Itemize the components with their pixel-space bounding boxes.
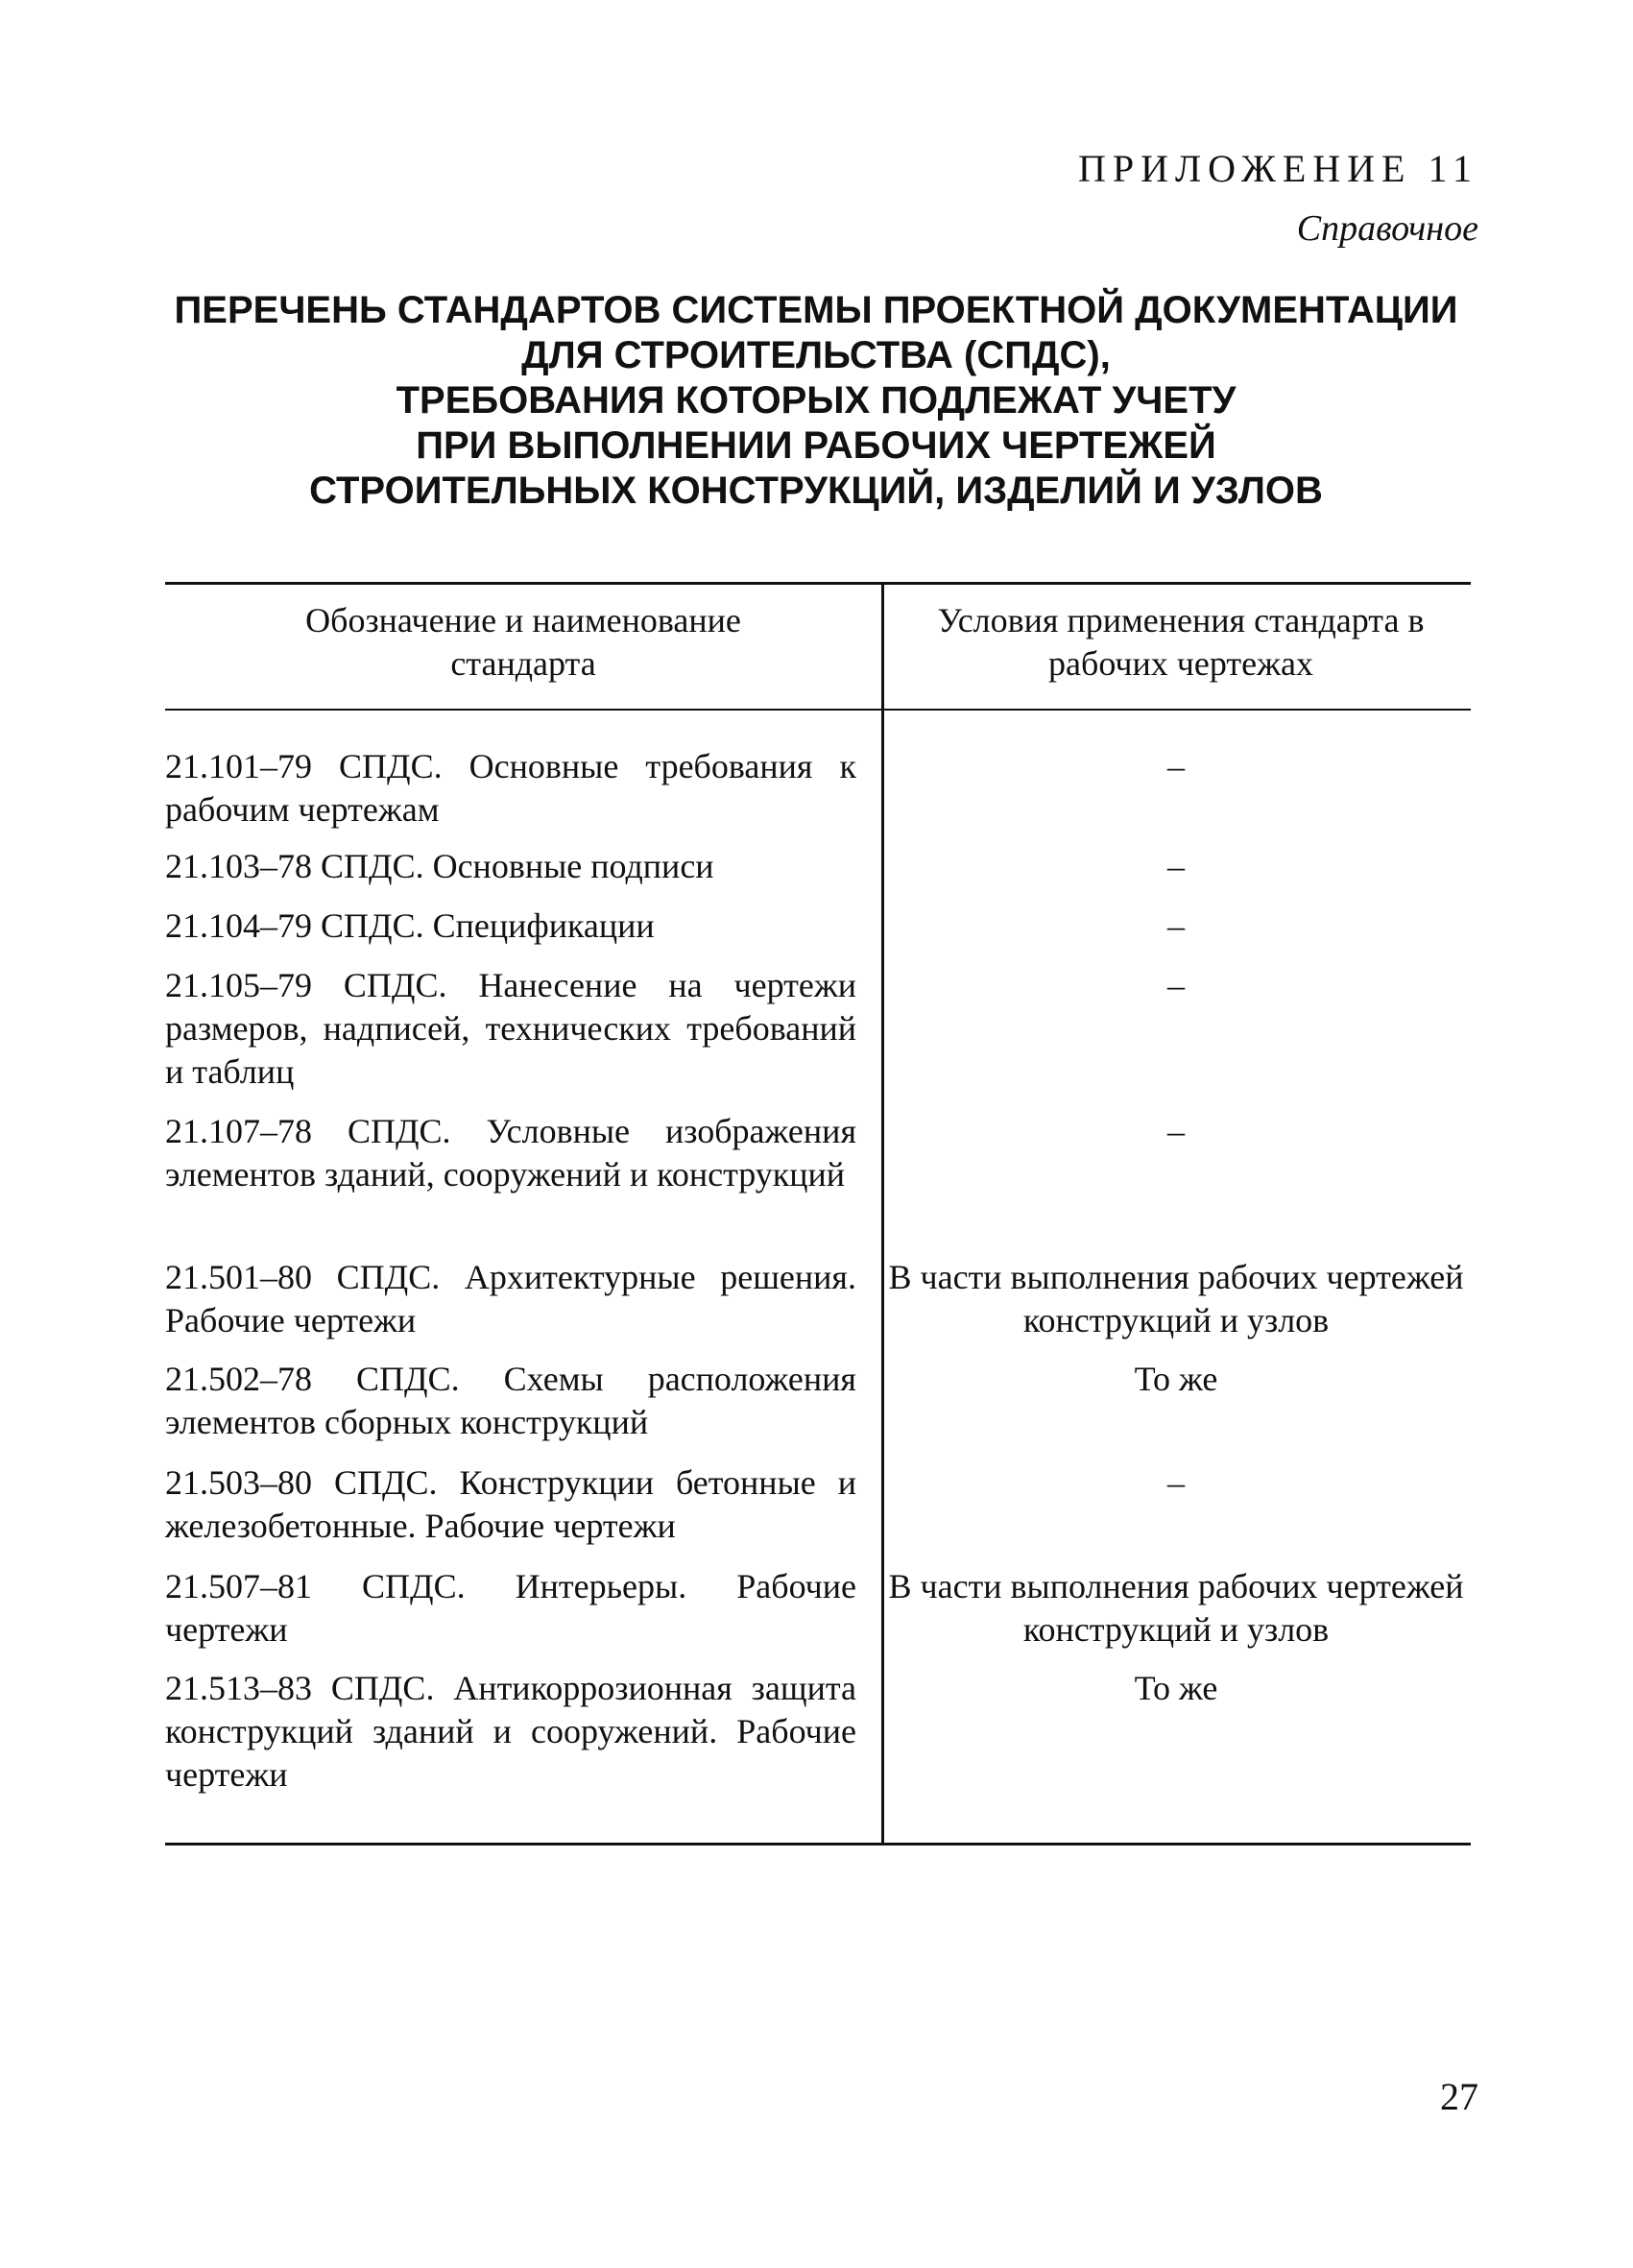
- title-line: ПРИ ВЫПОЛНЕНИИ РАБОЧИХ ЧЕРТЕЖЕЙ: [416, 424, 1216, 467]
- condition-cell: –: [1167, 906, 1185, 945]
- condition-cell: В части выполнения рабочих чертежей конструкций и узлов: [888, 1567, 1464, 1649]
- appendix-label: ПРИЛОЖЕНИЕ 11: [1077, 147, 1478, 190]
- standard-cell: 21.503–80 СПДС. Конструкции бетонные и железобетонные. Рабочие чертежи: [165, 1463, 856, 1545]
- column-header-standard: Обозначение и наименование стандарта: [305, 601, 741, 683]
- condition-cell: –: [1167, 966, 1185, 1004]
- condition-cell: В части выполнения рабочих чертежей конструкций и узлов: [888, 1258, 1464, 1339]
- title-line: ПЕРЕЧЕНЬ СТАНДАРТОВ СИСТЕМЫ ПРОЕКТНОЙ ДОКУМЕНТАЦИИ: [174, 289, 1458, 331]
- document-title: [144, 288, 1488, 514]
- standard-cell: 21.501–80 СПДС. Архитектурные решения. Рабочие чертежи: [165, 1258, 856, 1339]
- table-row: [165, 1110, 1471, 1196]
- table-header-rule: [165, 709, 1471, 711]
- column-header-conditions: Условия применения стандарта в рабочих чертежах: [937, 601, 1425, 683]
- condition-cell: То же: [1134, 1669, 1218, 1707]
- table-row: [165, 964, 1471, 1094]
- table-row: [165, 745, 1471, 832]
- table-top-rule: [165, 582, 1471, 585]
- table-row: [165, 1358, 1471, 1444]
- standard-cell: 21.507–81 СПДС. Интерьеры. Рабочие чертежи: [165, 1567, 856, 1649]
- condition-cell: –: [1167, 1112, 1185, 1150]
- standard-cell: 21.103–78 СПДС. Основные подписи: [165, 847, 714, 885]
- reference-label: Справочное: [1296, 208, 1478, 249]
- title-line: ТРЕБОВАНИЯ КОТОРЫХ ПОДЛЕЖАТ УЧЕТУ: [396, 379, 1237, 422]
- standard-cell: 21.502–78 СПДС. Схемы расположения элементов сборных конструкций: [165, 1360, 856, 1441]
- table-row: [165, 1667, 1471, 1797]
- condition-cell: –: [1167, 847, 1185, 885]
- page-number: 27: [1440, 2075, 1478, 2118]
- standard-cell: 21.513–83 СПДС. Антикоррозионная защита конструкций зданий и сооружений. Рабочие чертежи: [165, 1669, 856, 1794]
- table-row: [165, 1565, 1471, 1652]
- table-row: [165, 845, 1471, 888]
- table-row: [165, 1256, 1471, 1342]
- condition-cell: То же: [1134, 1360, 1218, 1398]
- standard-cell: 21.104–79 СПДС. Спецификации: [165, 906, 655, 945]
- title-line: ДЛЯ СТРОИТЕЛЬСТВА (СПДС),: [521, 334, 1111, 376]
- table-row: [165, 905, 1471, 948]
- table-row: [165, 1461, 1471, 1548]
- standard-cell: 21.101–79 СПДС. Основные требования к рабочим чертежам: [165, 747, 856, 829]
- standard-cell: 21.105–79 СПДС. Нанесение на чертежи размеров, надписей, технических требований и таблиц: [165, 966, 856, 1091]
- condition-cell: –: [1167, 1463, 1185, 1502]
- title-line: СТРОИТЕЛЬНЫХ КОНСТРУКЦИЙ, ИЗДЕЛИЙ И УЗЛОВ: [309, 470, 1323, 512]
- condition-cell: –: [1167, 747, 1185, 785]
- table-bottom-rule: [165, 1843, 1471, 1846]
- standard-cell: 21.107–78 СПДС. Условные изображения элементов зданий, сооружений и конструкций: [165, 1112, 856, 1194]
